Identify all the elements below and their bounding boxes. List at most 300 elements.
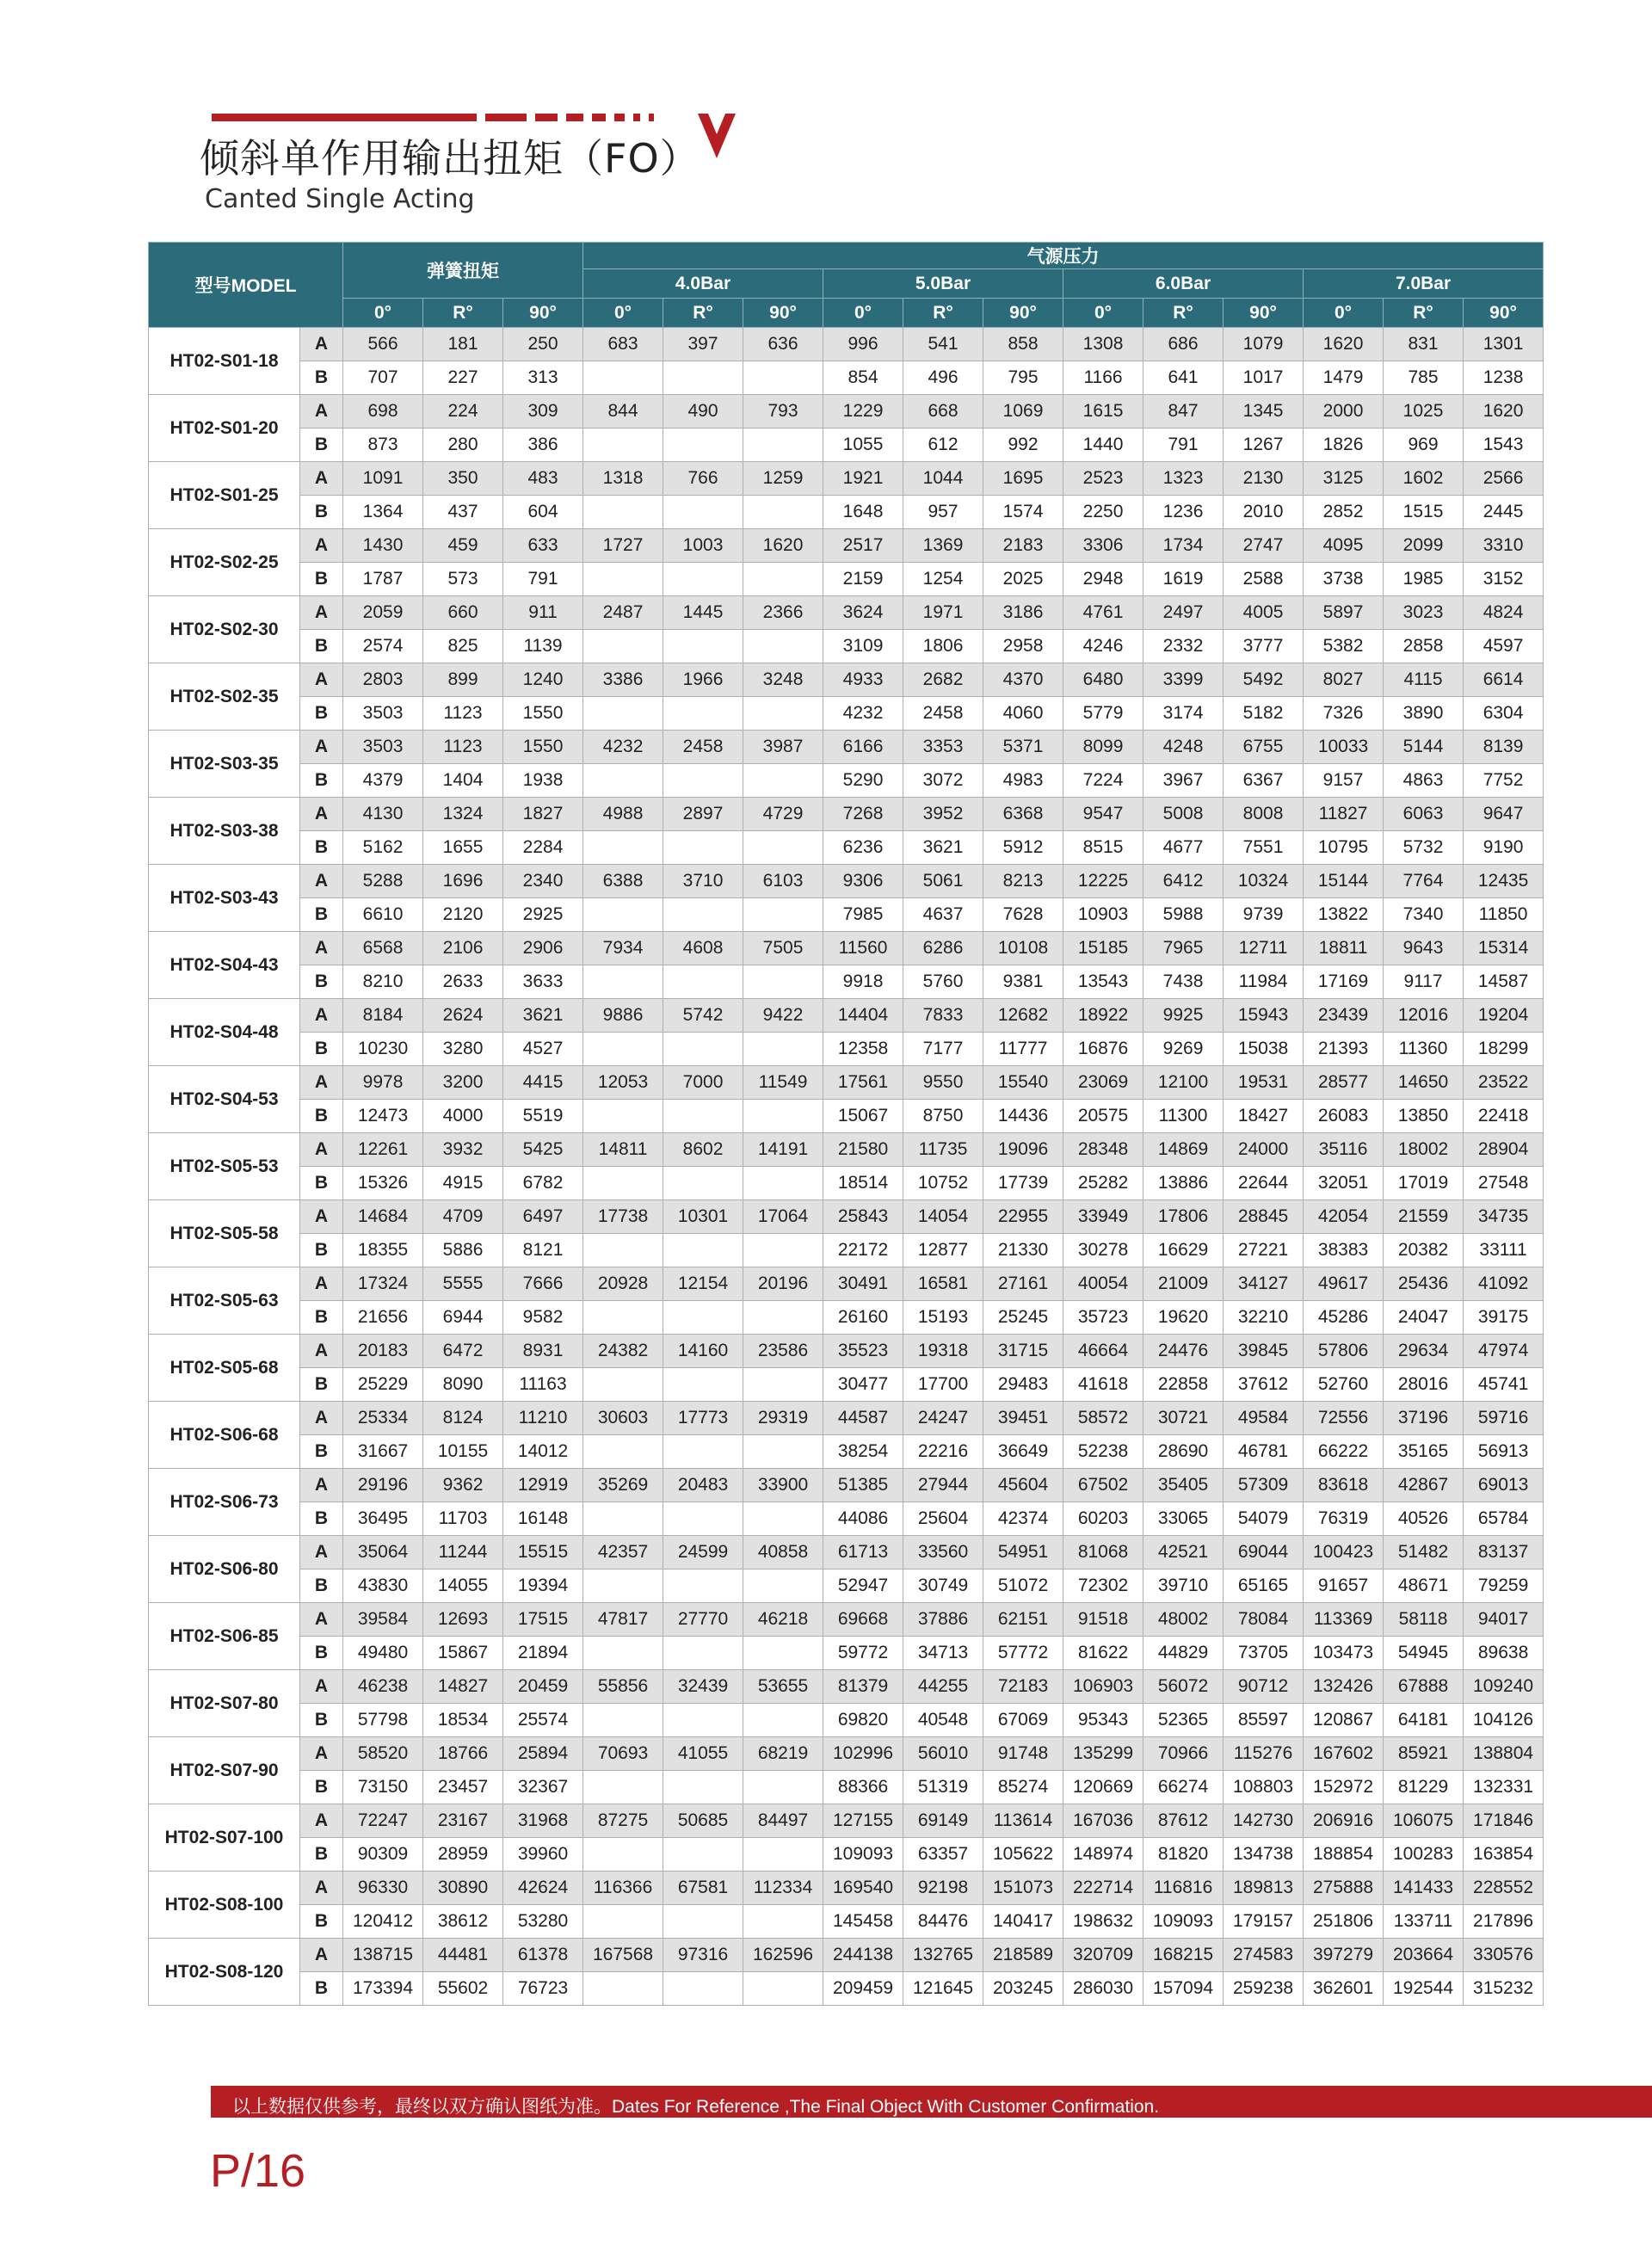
torque-cell: 4115 [1384, 663, 1464, 697]
torque-cell: 1826 [1304, 429, 1384, 462]
torque-cell: 9925 [1143, 999, 1224, 1033]
torque-cell: 3738 [1304, 563, 1384, 596]
torque-cell: 24047 [1384, 1301, 1464, 1335]
torque-cell: 222714 [1063, 1872, 1143, 1905]
torque-cell: 70966 [1143, 1737, 1224, 1771]
torque-cell: 1445 [663, 596, 743, 630]
torque-cell: 6944 [423, 1301, 503, 1335]
torque-cell: 45604 [983, 1469, 1063, 1502]
torque-cell: 55602 [423, 1972, 503, 2006]
torque-cell: 116366 [583, 1872, 663, 1905]
angle-header: 0° [583, 299, 663, 328]
torque-cell [743, 630, 823, 663]
torque-cell: 1727 [583, 529, 663, 563]
torque-cell: 1123 [423, 731, 503, 764]
torque-cell: 3248 [743, 663, 823, 697]
torque-cell: 362601 [1304, 1972, 1384, 2006]
torque-cell: 483 [503, 462, 583, 496]
torque-cell: 4000 [423, 1100, 503, 1133]
torque-cell [743, 831, 823, 865]
torque-cell: 206916 [1304, 1804, 1384, 1838]
table-row [149, 1737, 1544, 1771]
triangle-marker-icon [698, 114, 736, 158]
torque-cell: 76723 [503, 1972, 583, 2006]
torque-cell: 50685 [663, 1804, 743, 1838]
torque-table [148, 242, 1544, 2006]
torque-cell: 8184 [343, 999, 423, 1033]
variant-label: B [300, 1368, 343, 1402]
torque-cell: 969 [1384, 429, 1464, 462]
torque-cell: 27770 [663, 1603, 743, 1637]
torque-cell [583, 1435, 663, 1469]
torque-cell: 52365 [1143, 1704, 1224, 1737]
torque-cell: 30721 [1143, 1402, 1224, 1435]
torque-cell: 1620 [743, 529, 823, 563]
torque-cell: 41092 [1464, 1267, 1544, 1301]
table-row [149, 731, 1544, 764]
torque-cell: 2906 [503, 932, 583, 965]
torque-cell: 224 [423, 395, 503, 429]
torque-cell [583, 361, 663, 395]
torque-cell: 1938 [503, 764, 583, 798]
torque-cell: 67502 [1063, 1469, 1143, 1502]
variant-label: B [300, 1301, 343, 1335]
torque-cell: 106075 [1384, 1804, 1464, 1838]
torque-cell: 58572 [1063, 1402, 1143, 1435]
torque-cell: 72247 [343, 1804, 423, 1838]
torque-cell: 13822 [1304, 898, 1384, 932]
torque-cell: 28845 [1224, 1200, 1304, 1234]
torque-cell: 36649 [983, 1435, 1063, 1469]
torque-cell [743, 1972, 823, 2006]
torque-cell: 23069 [1063, 1066, 1143, 1100]
angle-header: 90° [1224, 299, 1304, 328]
torque-cell: 16148 [503, 1502, 583, 1536]
torque-cell: 825 [423, 630, 503, 663]
torque-cell: 27548 [1464, 1167, 1544, 1200]
torque-cell: 6367 [1224, 764, 1304, 798]
variant-label: A [300, 1200, 343, 1234]
torque-cell: 1364 [343, 496, 423, 529]
variant-label: A [300, 1939, 343, 1972]
torque-cell: 12919 [503, 1469, 583, 1502]
torque-cell: 58118 [1384, 1603, 1464, 1637]
torque-cell: 4608 [663, 932, 743, 965]
table-row [149, 965, 1544, 999]
torque-cell: 14160 [663, 1335, 743, 1368]
torque-cell: 19318 [903, 1335, 983, 1368]
torque-cell: 3125 [1304, 462, 1384, 496]
torque-cell: 3200 [423, 1066, 503, 1100]
torque-cell: 13886 [1143, 1167, 1224, 1200]
torque-cell: 29319 [743, 1402, 823, 1435]
torque-cell: 1550 [503, 731, 583, 764]
pressure-header: 4.0Bar [583, 269, 823, 299]
torque-cell: 8008 [1224, 798, 1304, 831]
model-cell: HT02-S01-18 [149, 328, 300, 395]
model-cell: HT02-S08-100 [149, 1872, 300, 1939]
torque-cell: 168215 [1143, 1939, 1224, 1972]
torque-cell: 12435 [1464, 865, 1544, 898]
torque-cell [583, 1569, 663, 1603]
torque-cell: 6304 [1464, 697, 1544, 731]
torque-cell [743, 496, 823, 529]
torque-cell: 3280 [423, 1033, 503, 1066]
torque-cell: 17169 [1304, 965, 1384, 999]
torque-cell: 37886 [903, 1603, 983, 1637]
torque-cell: 10795 [1304, 831, 1384, 865]
torque-cell: 25604 [903, 1502, 983, 1536]
torque-cell [663, 1972, 743, 2006]
torque-cell: 36495 [343, 1502, 423, 1536]
torque-cell: 25282 [1063, 1167, 1143, 1200]
torque-cell: 1229 [823, 395, 903, 429]
torque-cell: 84476 [903, 1905, 983, 1939]
torque-cell [743, 361, 823, 395]
torque-cell: 286030 [1063, 1972, 1143, 2006]
torque-cell: 46218 [743, 1603, 823, 1637]
torque-cell: 15326 [343, 1167, 423, 1200]
torque-cell: 386 [503, 429, 583, 462]
torque-cell: 108803 [1224, 1771, 1304, 1804]
torque-cell: 27161 [983, 1267, 1063, 1301]
torque-cell: 4933 [823, 663, 903, 697]
torque-cell: 14869 [1143, 1133, 1224, 1167]
torque-cell [743, 1771, 823, 1804]
torque-cell [743, 1502, 823, 1536]
torque-cell: 1267 [1224, 429, 1304, 462]
torque-cell: 1602 [1384, 462, 1464, 496]
torque-cell: 21580 [823, 1133, 903, 1167]
table-row [149, 328, 1544, 361]
torque-cell: 22418 [1464, 1100, 1544, 1133]
torque-cell: 48671 [1384, 1569, 1464, 1603]
variant-label: B [300, 630, 343, 663]
torque-cell [663, 1704, 743, 1737]
torque-cell: 7268 [823, 798, 903, 831]
angle-header: 90° [1464, 299, 1544, 328]
torque-cell [743, 1368, 823, 1402]
torque-cell: 7628 [983, 898, 1063, 932]
torque-cell: 5742 [663, 999, 743, 1033]
torque-cell: 7000 [663, 1066, 743, 1100]
angle-header: 90° [983, 299, 1063, 328]
torque-cell [583, 764, 663, 798]
torque-cell: 350 [423, 462, 503, 496]
torque-cell: 1025 [1384, 395, 1464, 429]
model-cell: HT02-S01-20 [149, 395, 300, 462]
torque-cell: 7177 [903, 1033, 983, 1066]
torque-cell: 5732 [1384, 831, 1464, 865]
table-row [149, 630, 1544, 663]
model-cell: HT02-S01-25 [149, 462, 300, 529]
torque-cell: 100283 [1384, 1838, 1464, 1872]
torque-cell: 16629 [1143, 1234, 1224, 1267]
torque-cell: 20575 [1063, 1100, 1143, 1133]
torque-cell: 1345 [1224, 395, 1304, 429]
torque-cell: 1695 [983, 462, 1063, 496]
model-cell: HT02-S05-63 [149, 1267, 300, 1335]
torque-cell: 4527 [503, 1033, 583, 1066]
torque-cell [743, 1569, 823, 1603]
torque-cell: 21559 [1384, 1200, 1464, 1234]
torque-cell: 9886 [583, 999, 663, 1033]
torque-cell: 30477 [823, 1368, 903, 1402]
torque-cell: 11560 [823, 932, 903, 965]
torque-cell: 2487 [583, 596, 663, 630]
torque-cell: 54945 [1384, 1637, 1464, 1670]
torque-cell: 66274 [1143, 1771, 1224, 1804]
torque-cell: 22955 [983, 1200, 1063, 1234]
torque-cell: 5008 [1143, 798, 1224, 831]
torque-cell: 2284 [503, 831, 583, 865]
torque-cell: 79259 [1464, 1569, 1544, 1603]
torque-cell: 12154 [663, 1267, 743, 1301]
torque-cell: 1966 [663, 663, 743, 697]
torque-cell: 20183 [343, 1335, 423, 1368]
torque-cell [663, 1905, 743, 1939]
torque-cell: 30749 [903, 1569, 983, 1603]
model-cell: HT02-S07-100 [149, 1804, 300, 1872]
torque-cell: 120669 [1063, 1771, 1143, 1804]
torque-cell: 3621 [903, 831, 983, 865]
torque-cell: 24000 [1224, 1133, 1304, 1167]
torque-cell: 6103 [743, 865, 823, 898]
table-row [149, 1502, 1544, 1536]
torque-cell [583, 1502, 663, 1536]
angle-header: R° [1143, 299, 1224, 328]
torque-cell: 76319 [1304, 1502, 1384, 1536]
torque-cell: 7551 [1224, 831, 1304, 865]
torque-cell: 2803 [343, 663, 423, 697]
torque-cell: 35723 [1063, 1301, 1143, 1335]
variant-label: A [300, 596, 343, 630]
torque-cell: 3777 [1224, 630, 1304, 663]
torque-cell [583, 1972, 663, 2006]
torque-cell: 2958 [983, 630, 1063, 663]
torque-cell: 15038 [1224, 1033, 1304, 1066]
torque-cell: 90712 [1224, 1670, 1304, 1704]
torque-cell: 2445 [1464, 496, 1544, 529]
torque-cell: 8750 [903, 1100, 983, 1133]
torque-cell: 7833 [903, 999, 983, 1033]
torque-cell: 85921 [1384, 1737, 1464, 1771]
torque-cell: 6063 [1384, 798, 1464, 831]
variant-label: B [300, 1704, 343, 1737]
footer-note: 以上数据仅供参考，最终以双方确认图纸为准。Dates For Reference ,The Final Object With Customer Confirmation. [232, 2097, 1160, 2117]
torque-cell: 1619 [1143, 563, 1224, 596]
torque-cell: 1069 [983, 395, 1063, 429]
torque-cell: 793 [743, 395, 823, 429]
torque-cell: 27221 [1224, 1234, 1304, 1267]
torque-cell [743, 1838, 823, 1872]
torque-cell: 244138 [823, 1939, 903, 1972]
torque-cell: 3152 [1464, 563, 1544, 596]
torque-cell: 92198 [903, 1872, 983, 1905]
table-row [149, 1033, 1544, 1066]
torque-cell: 11549 [743, 1066, 823, 1100]
torque-cell: 52947 [823, 1569, 903, 1603]
torque-cell: 3386 [583, 663, 663, 697]
torque-cell: 24382 [583, 1335, 663, 1368]
variant-label: A [300, 1804, 343, 1838]
torque-cell: 15515 [503, 1536, 583, 1569]
torque-cell: 6236 [823, 831, 903, 865]
page-title: 倾斜单作用输出扭矩（FO） [200, 135, 700, 182]
table-row [149, 1771, 1544, 1804]
torque-cell: 4863 [1384, 764, 1464, 798]
torque-cell: 18534 [423, 1704, 503, 1737]
table-row [149, 395, 1544, 429]
variant-label: B [300, 1972, 343, 2006]
torque-cell: 38383 [1304, 1234, 1384, 1267]
torque-cell: 795 [983, 361, 1063, 395]
model-cell: HT02-S04-48 [149, 999, 300, 1066]
torque-cell: 21894 [503, 1637, 583, 1670]
torque-cell: 112334 [743, 1872, 823, 1905]
torque-cell: 69013 [1464, 1469, 1544, 1502]
torque-cell: 59772 [823, 1637, 903, 1670]
torque-cell: 8931 [503, 1335, 583, 1368]
model-cell: HT02-S04-53 [149, 1066, 300, 1133]
torque-cell: 19204 [1464, 999, 1544, 1033]
pressure-header: 5.0Bar [823, 269, 1063, 299]
torque-cell: 10324 [1224, 865, 1304, 898]
variant-label: A [300, 1133, 343, 1167]
torque-cell: 23457 [423, 1771, 503, 1804]
torque-cell: 309 [503, 395, 583, 429]
torque-cell: 12682 [983, 999, 1063, 1033]
torque-cell: 56072 [1143, 1670, 1224, 1704]
pressure-header: 6.0Bar [1063, 269, 1304, 299]
torque-cell: 65165 [1224, 1569, 1304, 1603]
torque-cell: 2120 [423, 898, 503, 932]
torque-cell: 9978 [343, 1066, 423, 1100]
torque-cell [743, 1905, 823, 1939]
model-cell: HT02-S05-68 [149, 1335, 300, 1402]
torque-cell: 91518 [1063, 1603, 1143, 1637]
torque-cell: 218589 [983, 1939, 1063, 1972]
torque-cell: 14587 [1464, 965, 1544, 999]
torque-cell: 73705 [1224, 1637, 1304, 1670]
angle-header: 0° [1304, 299, 1384, 328]
torque-cell: 7224 [1063, 764, 1143, 798]
torque-cell: 1430 [343, 529, 423, 563]
model-cell: HT02-S06-80 [149, 1536, 300, 1603]
torque-cell: 2925 [503, 898, 583, 932]
torque-cell: 15943 [1224, 999, 1304, 1033]
torque-cell: 8124 [423, 1402, 503, 1435]
torque-cell: 4415 [503, 1066, 583, 1100]
torque-cell: 10752 [903, 1167, 983, 1200]
torque-cell: 78084 [1224, 1603, 1304, 1637]
torque-cell: 26083 [1304, 1100, 1384, 1133]
title-decoration-bar [212, 114, 654, 121]
torque-cell: 4677 [1143, 831, 1224, 865]
torque-cell: 854 [823, 361, 903, 395]
table-row [149, 596, 1544, 630]
torque-cell: 51072 [983, 1569, 1063, 1603]
torque-cell: 18766 [423, 1737, 503, 1771]
variant-label: B [300, 361, 343, 395]
torque-cell: 39845 [1224, 1335, 1304, 1368]
table-row [149, 1469, 1544, 1502]
torque-cell: 7985 [823, 898, 903, 932]
torque-cell: 24599 [663, 1536, 743, 1569]
torque-cell: 23439 [1304, 999, 1384, 1033]
torque-cell: 32051 [1304, 1167, 1384, 1200]
torque-cell: 320709 [1063, 1939, 1143, 1972]
torque-cell: 17064 [743, 1200, 823, 1234]
torque-cell: 140417 [983, 1905, 1063, 1939]
torque-cell: 1323 [1143, 462, 1224, 496]
torque-cell: 1615 [1063, 395, 1143, 429]
torque-cell: 37612 [1224, 1368, 1304, 1402]
torque-cell: 10301 [663, 1200, 743, 1234]
torque-cell: 9269 [1143, 1033, 1224, 1066]
table-row [149, 361, 1544, 395]
torque-cell: 90309 [343, 1838, 423, 1872]
torque-cell: 30890 [423, 1872, 503, 1905]
torque-cell [743, 965, 823, 999]
torque-cell: 2574 [343, 630, 423, 663]
torque-cell: 28577 [1304, 1066, 1384, 1100]
torque-cell: 766 [663, 462, 743, 496]
torque-cell: 14827 [423, 1670, 503, 1704]
torque-cell: 39451 [983, 1402, 1063, 1435]
variant-label: A [300, 529, 343, 563]
torque-cell: 97316 [663, 1939, 743, 1972]
torque-cell: 5288 [343, 865, 423, 898]
torque-cell: 40548 [903, 1704, 983, 1737]
torque-cell: 135299 [1063, 1737, 1143, 1771]
table-row [149, 496, 1544, 529]
torque-cell: 209459 [823, 1972, 903, 2006]
torque-cell [663, 1771, 743, 1804]
table-row [149, 1267, 1544, 1301]
torque-cell: 9306 [823, 865, 903, 898]
torque-cell: 83137 [1464, 1536, 1544, 1569]
torque-cell: 66222 [1304, 1435, 1384, 1469]
torque-cell: 44255 [903, 1670, 983, 1704]
torque-cell [583, 1905, 663, 1939]
torque-cell: 35116 [1304, 1133, 1384, 1167]
table-row [149, 932, 1544, 965]
torque-cell: 43830 [343, 1569, 423, 1603]
torque-cell: 10155 [423, 1435, 503, 1469]
torque-cell: 188854 [1304, 1838, 1384, 1872]
torque-cell: 40858 [743, 1536, 823, 1569]
torque-cell: 9582 [503, 1301, 583, 1335]
torque-cell: 15314 [1464, 932, 1544, 965]
torque-cell: 4988 [583, 798, 663, 831]
spring-torque-header: 弹簧扭矩 [343, 243, 583, 299]
torque-cell: 106903 [1063, 1670, 1143, 1704]
torque-cell: 81068 [1063, 1536, 1143, 1569]
torque-cell: 17700 [903, 1368, 983, 1402]
torque-cell: 330576 [1464, 1939, 1544, 1972]
torque-cell: 44829 [1143, 1637, 1224, 1670]
torque-cell: 67888 [1384, 1670, 1464, 1704]
torque-cell: 42624 [503, 1872, 583, 1905]
torque-cell: 1515 [1384, 496, 1464, 529]
table-row [149, 1167, 1544, 1200]
torque-cell: 1734 [1143, 529, 1224, 563]
torque-cell: 14436 [983, 1100, 1063, 1133]
angle-header: 0° [823, 299, 903, 328]
torque-cell: 53655 [743, 1670, 823, 1704]
torque-cell: 51482 [1384, 1536, 1464, 1569]
